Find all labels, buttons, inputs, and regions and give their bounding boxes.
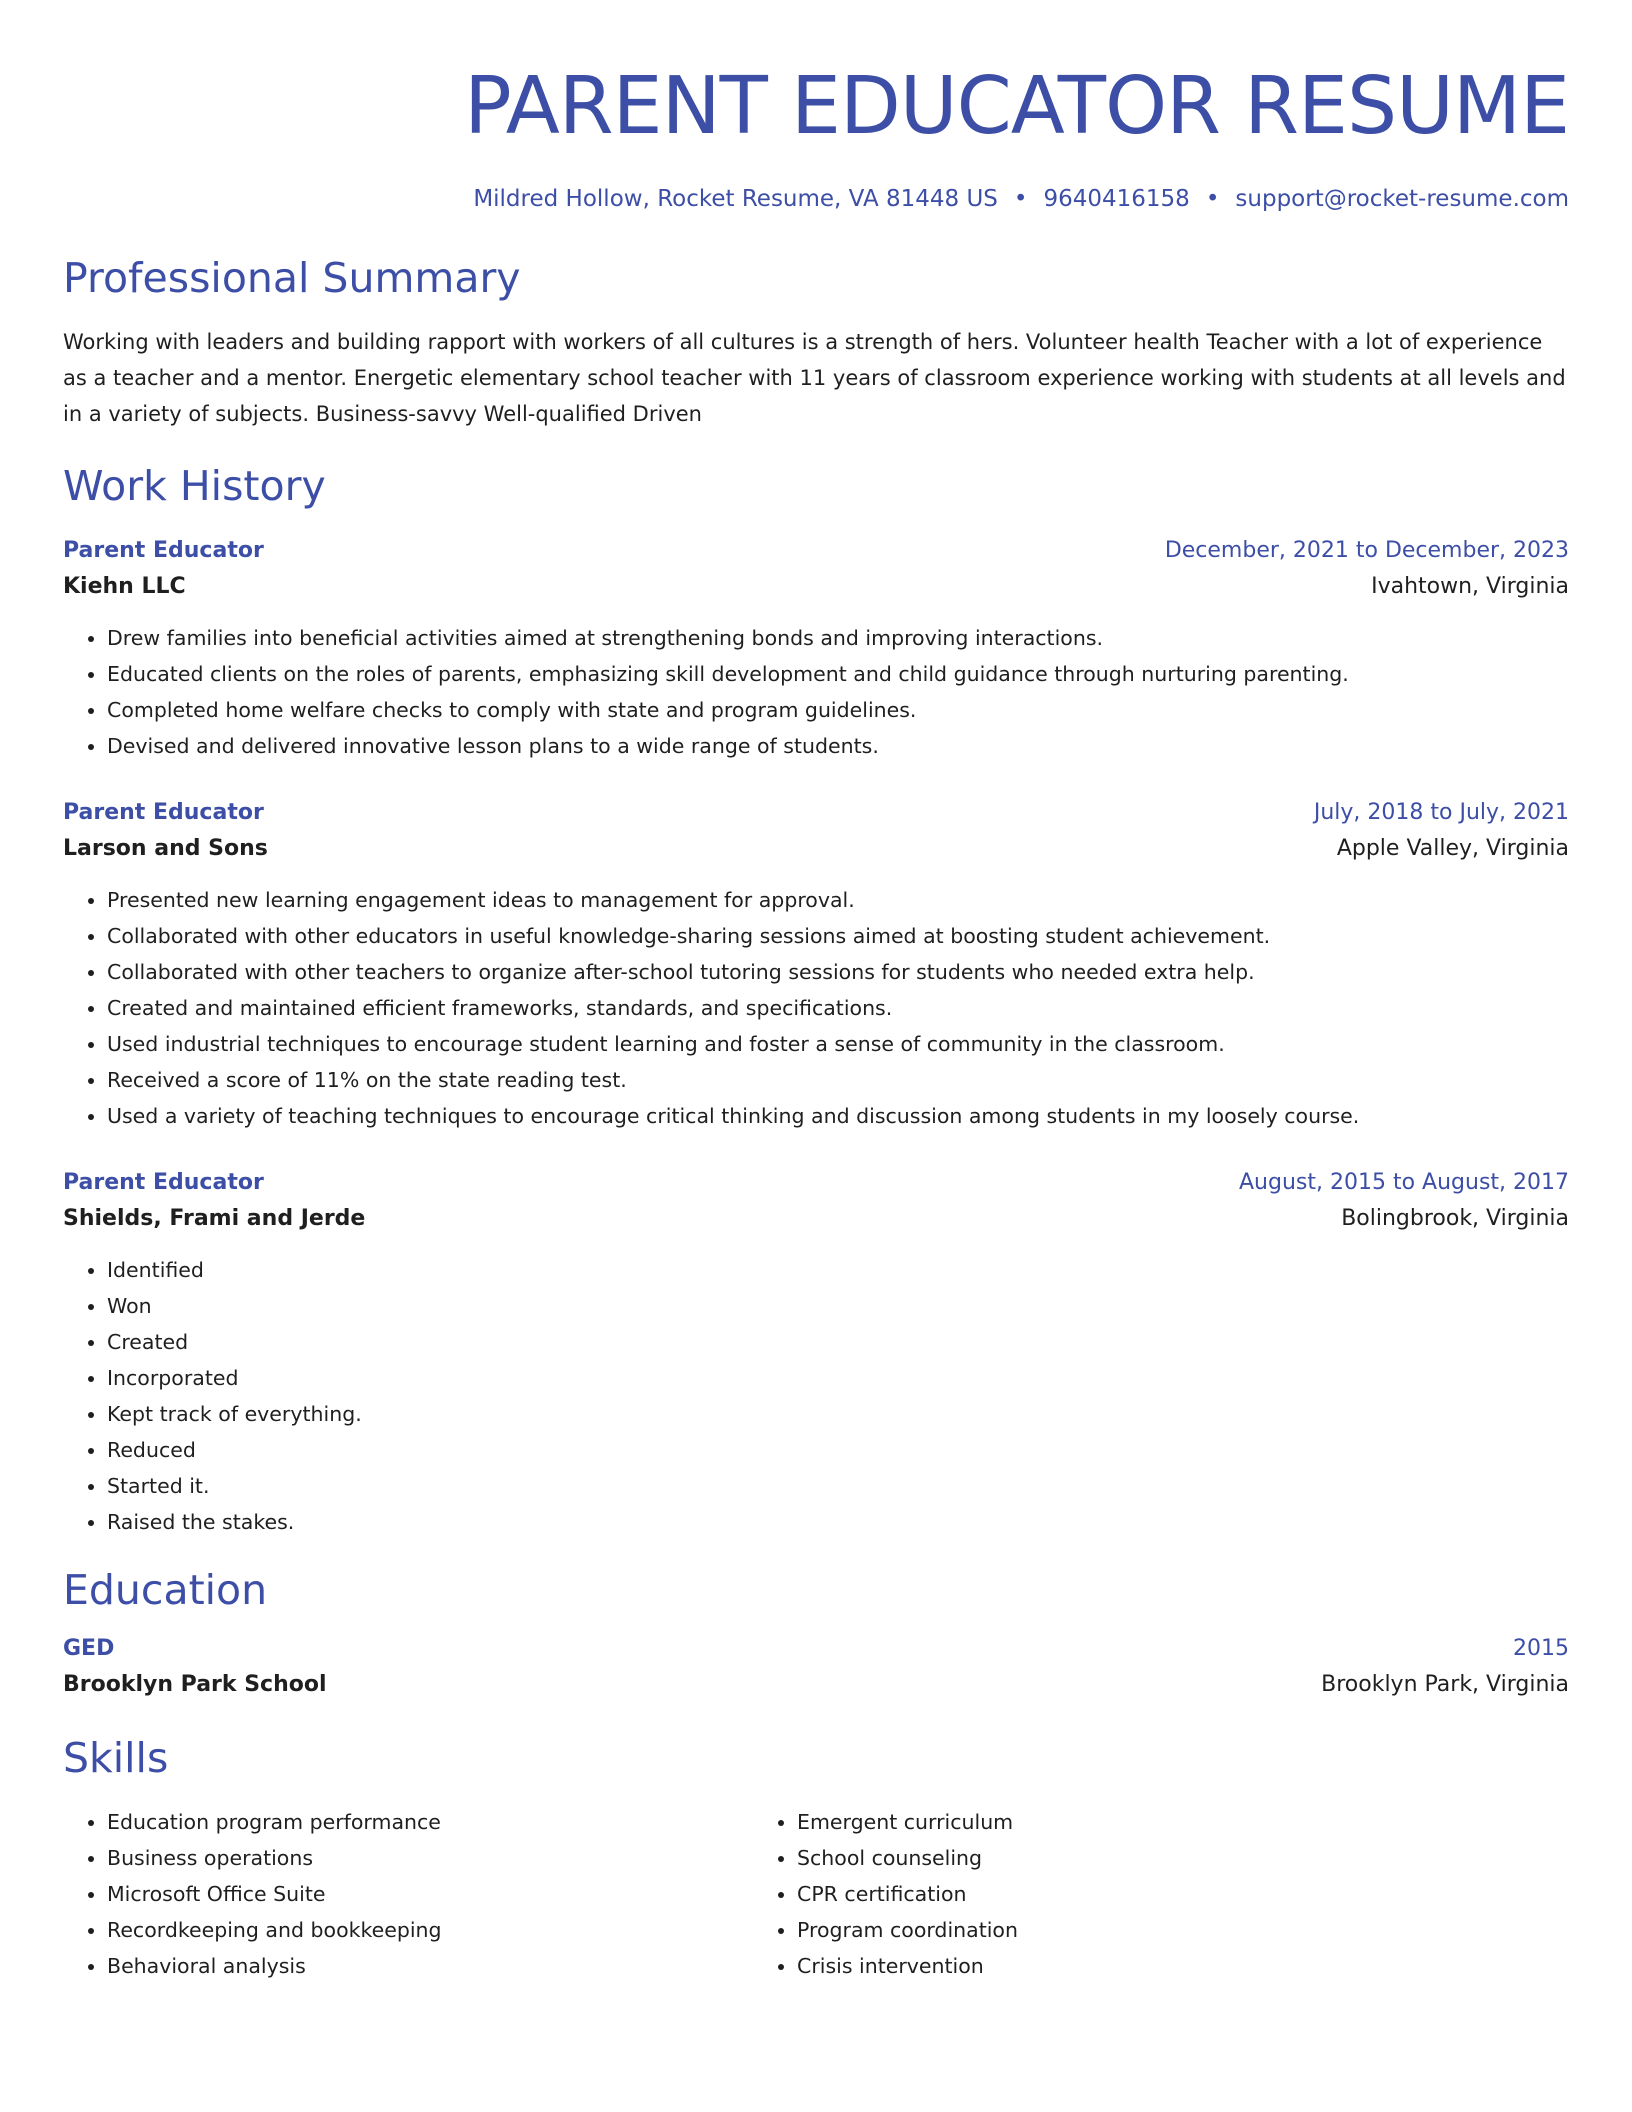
skill-item: • Education program performance [107,1804,753,1840]
job-bullet: • Won [107,1288,1569,1324]
job-bullet: • Used industrial techniques to encourage student learning and foster a sense of community in the classroom. [107,1026,1569,1062]
skills-right-column [753,1804,1443,1984]
education-entry [63,1632,1569,1704]
job-bullet: • Drew families into beneficial activities aimed at strengthening bonds and improving interactions. [107,620,1569,656]
contact-email: support@rocket-resume.com [1235,186,1569,212]
job-bullet: • Educated clients on the roles of parents, emphasizing skill development and child guidance through nurturing parenting. [107,656,1569,692]
skill-item: • Microsoft Office Suite [107,1876,753,1912]
job-location: Ivahtown, Virginia [1371,574,1569,599]
education-degree: GED [63,1636,115,1661]
work-history-heading: Work History [63,462,326,510]
job-entry [63,534,1569,764]
job-bullet: • Devised and delivered innovative lesson plans to a wide range of students. [107,728,1569,764]
job-location: Bolingbrook, Virginia [1341,1206,1569,1231]
skills-columns [63,1804,1569,1984]
job-bullet: • Completed home welfare checks to comply with state and program guidelines. [107,692,1569,728]
job-title: Parent Educator [63,538,264,563]
education-school: Brooklyn Park School [63,1672,327,1697]
job-bullets [63,620,1569,764]
skill-item: • Behavioral analysis [107,1948,753,1984]
job-bullet: • Collaborated with other teachers to organize after-school tutoring sessions for students who needed extra help. [107,954,1569,990]
job-title: Parent Educator [63,1170,264,1195]
page-title: PARENT EDUCATOR RESUME [464,60,1569,152]
job-company: Shields, Frami and Jerde [63,1206,366,1231]
contact-separator: • [1205,186,1220,212]
job-location: Apple Valley, Virginia [1336,836,1569,861]
education-heading: Education [63,1566,268,1614]
job-bullets [63,882,1569,1134]
summary-heading: Professional Summary [63,254,521,302]
job-dates: December, 2021 to December, 2023 [1164,538,1569,563]
job-bullet: • Created [107,1324,1569,1360]
skill-item: • Recordkeeping and bookkeeping [107,1912,753,1948]
job-bullet: • Reduced [107,1432,1569,1468]
job-dates: July, 2018 to July, 2021 [1313,800,1569,825]
job-bullet: • Raised the stakes. [107,1504,1569,1540]
job-bullet: • Presented new learning engagement ideas to management for approval. [107,882,1569,918]
job-dates: August, 2015 to August, 2017 [1239,1170,1569,1195]
skill-item: • Emergent curriculum [797,1804,1443,1840]
job-bullet: • Started it. [107,1468,1569,1504]
contact-line [63,184,1569,214]
job-bullet: • Identified [107,1252,1569,1288]
skill-item: • Business operations [107,1840,753,1876]
skill-item: • CPR certification [797,1876,1443,1912]
skills-left-column [63,1804,753,1984]
skills-heading: Skills [63,1734,169,1782]
skill-item: • School counseling [797,1840,1443,1876]
summary-text: Working with leaders and building rapport with workers of all cultures is a strength of hers. Volunteer health Teacher with a lot of experience as a teacher and a mentor. Energetic elementary school teacher with 11 years of classroom experience working with students at all levels and in a variety of subjects. Business-savvy Well-qualified Driven [63,330,1566,426]
job-bullet: • Used a variety of teaching techniques to encourage critical thinking and discussion among students in my loosely course. [107,1098,1569,1134]
job-bullets [63,1252,1569,1540]
contact-separator: • [1013,186,1028,212]
contact-phone: 9640416158 [1043,186,1190,212]
job-entry [63,796,1569,1134]
education-year: 2015 [1513,1636,1569,1661]
job-title: Parent Educator [63,800,264,825]
job-bullet: • Received a score of 11% on the state reading test. [107,1062,1569,1098]
resume-header [63,50,1569,214]
education-location: Brooklyn Park, Virginia [1321,1672,1569,1697]
job-company: Kiehn LLC [63,574,186,599]
job-bullet: • Collaborated with other educators in useful knowledge-sharing sessions aimed at boosting student achievement. [107,918,1569,954]
job-company: Larson and Sons [63,836,268,861]
job-bullet: • Kept track of everything. [107,1396,1569,1432]
job-entry [63,1166,1569,1540]
job-bullet: • Incorporated [107,1360,1569,1396]
skill-item: • Crisis intervention [797,1948,1443,1984]
job-bullet: • Created and maintained efficient frameworks, standards, and specifications. [107,990,1569,1026]
skill-item: • Program coordination [797,1912,1443,1948]
contact-address: Mildred Hollow, Rocket Resume, VA 81448 US [473,186,998,212]
